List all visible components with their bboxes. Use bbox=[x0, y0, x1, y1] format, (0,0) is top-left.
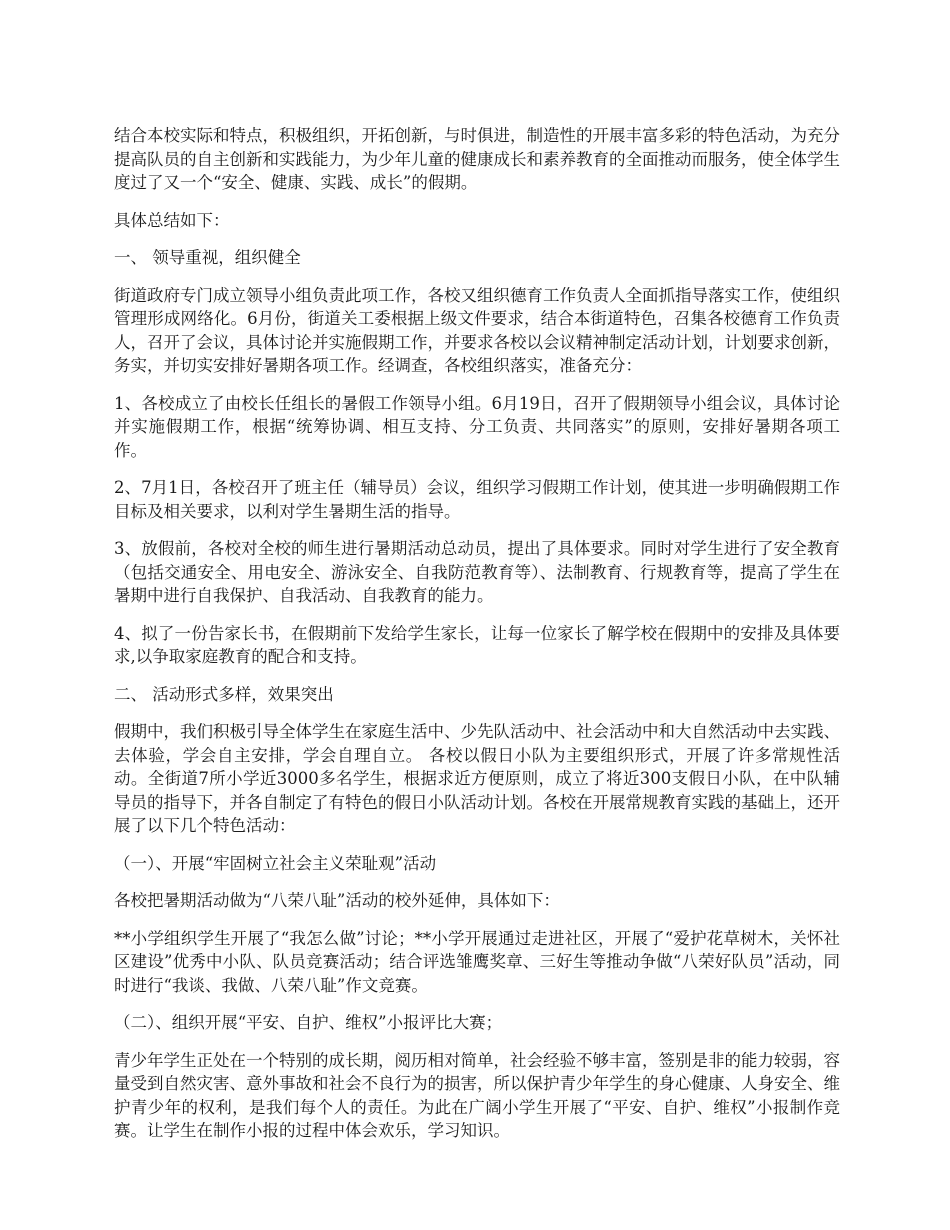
section-heading-2: 二、 活动形式多样，效果突出 bbox=[114, 684, 334, 704]
intro-paragraph: 结合本校实际和特点，积极组织，开拓创新，与时俱进，制造性的开展丰富多彩的特色活动，为充分提高队员的自主创新和实践能力，为少年儿童的健康成长和素养教育的全面推动而服务，使全体学生度过了又一个“安全、健康、实践、成长”的假期。 bbox=[114, 126, 840, 192]
subsection-heading-1: （一）、开展“牢固树立社会主义荣耻观”活动 bbox=[114, 853, 437, 873]
summary-intro: 具体总结如下： bbox=[114, 210, 230, 230]
document-body bbox=[114, 124, 840, 1157]
subsection-2-paragraph: 青少年学生正处在一个特别的成长期，阅历相对简单，社会经验不够丰富，签别是非的能力较弱，容量受到自然灾害、意外事故和社会不良行为的损害，所以保护青少年学生的身心健康、人身安全、维护青少年的权利，是我们每个人的责任。为此在广阔小学生开展了“平安、自护、维权”小报制作竞赛。让学生在制作小报的过程中体会欢乐，学习知识。 bbox=[114, 1050, 840, 1140]
subsection-1-intro: 各校把暑期活动做为“八荣八耻”活动的校外延伸，具体如下： bbox=[114, 891, 560, 910]
list-item-2: 2、7月1日，各校召开了班主任（辅导员）会议，组织学习假期工作计划，使其进一步明确假期工作目标及相关要求，以利对学生暑期生活的指导。 bbox=[114, 478, 840, 521]
list-item-3: 3、放假前，各校对全校的师生进行暑期活动总动员，提出了具体要求。同时对学生进行了安全教育（包括交通安全、用电安全、游泳安全、自我防范教育等）、法制教育、行规教育等，提高了学生在暑期中进行自我保护、自我活动、自我教育的能力。 bbox=[114, 539, 840, 605]
subsection-heading-2: （二）、组织开展“平安、自护、维权”小报评比大赛； bbox=[114, 1013, 503, 1032]
section-2-paragraph: 假期中，我们积极引导全体学生在家庭生活中、少先队活动中、社会活动中和大自然活动中去实践、去体验，学会自主安排，学会自理自立。 各校以假日小队为主要组织形式，开展了许多常规性活动。全街道7所小学近3000多名学生，根据求近方便原则，成立了将近300支假日小队，在中队辅导员的指导下，并各自制定了有特色的假日小队活动计划。各校在开展常规教育实践的基础上，还开展了以下几个特色活动： bbox=[114, 722, 840, 835]
section-heading-1: 一、 领导重视，组织健全 bbox=[114, 248, 301, 267]
list-item-4: 4、拟了一份告家长书，在假期前下发给学生家长，让每一位家长了解学校在假期中的安排及具体要求,以争取家庭教育的配合和支持。 bbox=[114, 623, 840, 666]
subsection-1-paragraph: **小学组织学生开展了“我怎么做”讨论；**小学开展通过走进社区，开展了“爱护花草树木，关怀社区建设”优秀中小队、队员竞赛活动；结合评选雏鹰奖章、三好生等推动争做“八荣好队员”活动，同时进行“我谈、我做、八荣八耻”作文竞赛。 bbox=[114, 928, 840, 995]
list-item-1: 1、各校成立了由校长任组长的暑假工作领导小组。6月19日，召开了假期领导小组会议，具体讨论并实施假期工作，根据“统筹协调、相互支持、分工负责、共同落实”的原则，安排好暑期各项工作。 bbox=[114, 393, 840, 460]
section-1-paragraph: 街道政府专门成立领导小组负责此项工作，各校又组织德育工作负责人全面抓指导落实工作，使组织管理形成网络化。6月份，街道关工委根据上级文件要求，结合本街道特色，召集各校德育工作负责人，召开了会议，具体讨论并实施假期工作，并要求各校以会议精神制定活动计划，计划要求创新，务实，并切实安排好暑期各项工作。经调查，各校组织落实，准备充分： bbox=[114, 285, 840, 375]
